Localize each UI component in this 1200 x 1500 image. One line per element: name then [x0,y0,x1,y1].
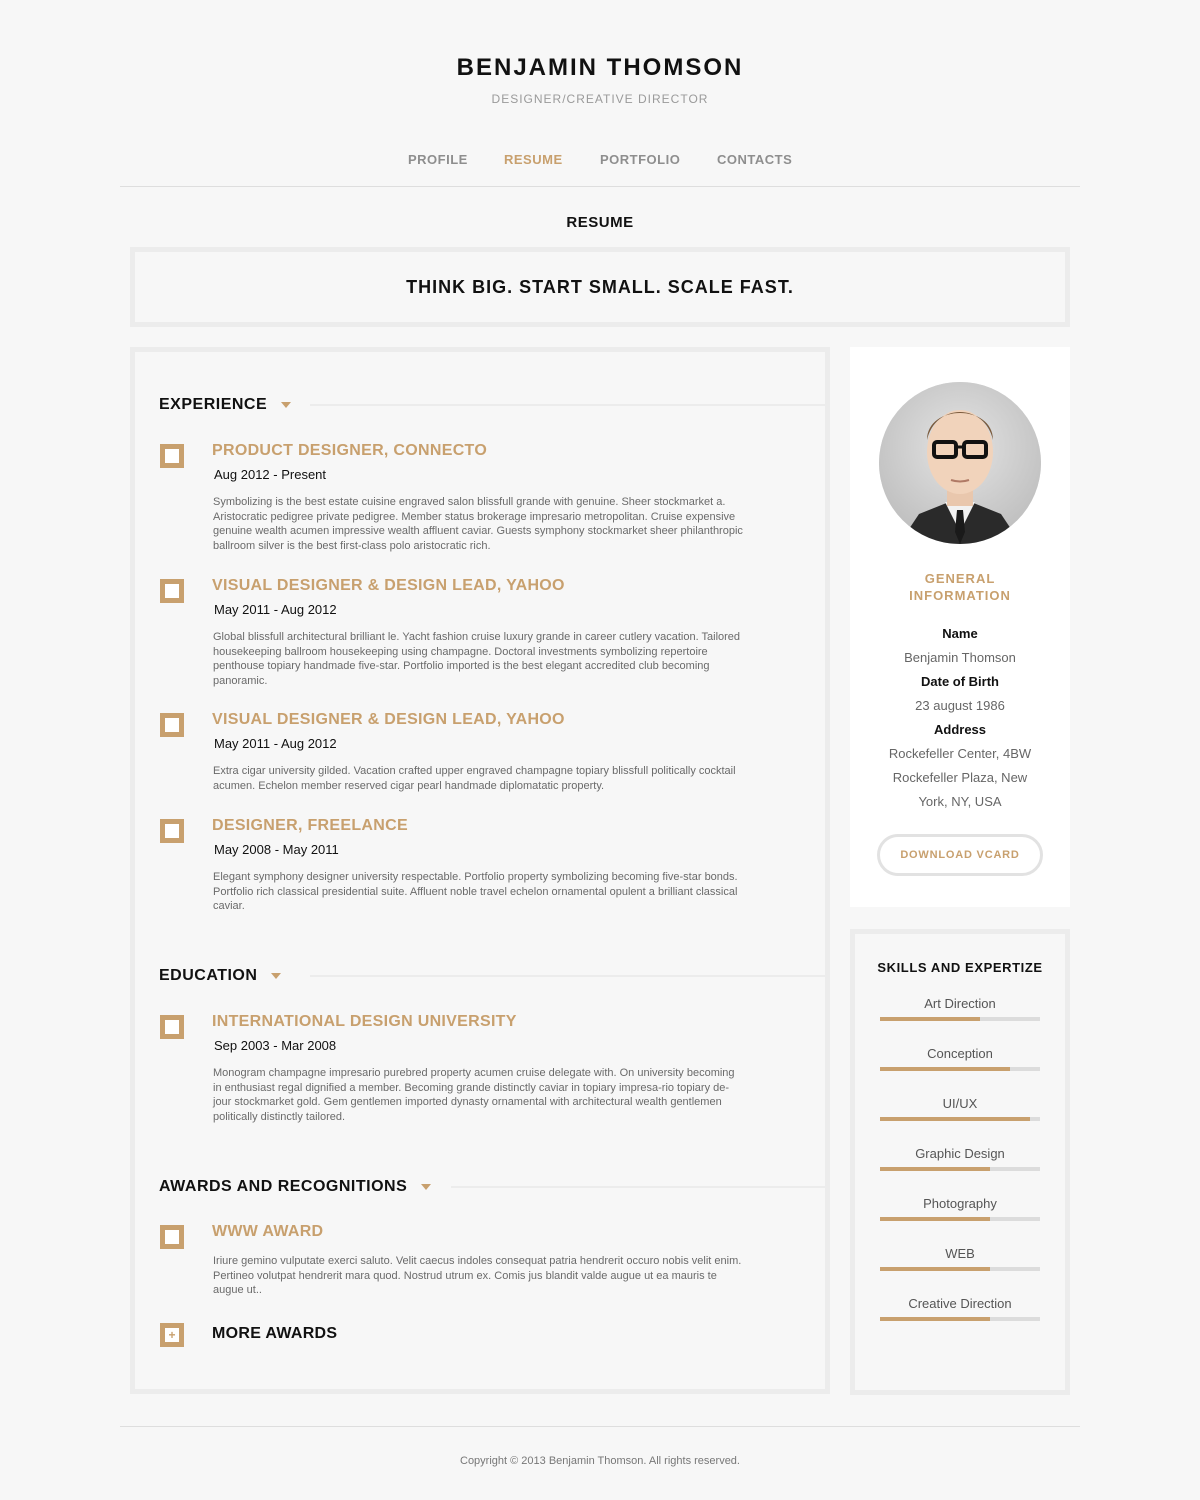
caret-down-icon[interactable] [271,973,281,979]
nav-item-contacts[interactable]: CONTACTS [717,152,793,167]
entry-title: INTERNATIONAL DESIGN UNIVERSITY [212,1013,517,1030]
skill-progress-bar [880,1217,1040,1221]
entry-date: May 2011 - Aug 2012 [214,602,337,617]
skill-progress-bar [880,1267,1040,1271]
address-line: York, NY, USA [918,794,1002,809]
general-info-heading-line: GENERAL [924,571,996,586]
skill-progress-bar [880,1067,1040,1071]
skill-progress-fill [880,1067,1010,1071]
skill-item [880,1046,1040,1061]
skill-progress-fill [880,1217,990,1221]
avatar [879,382,1041,544]
page-title: RESUME [566,214,634,231]
general-info-heading [850,570,1070,604]
experience-section-header[interactable] [159,396,291,414]
nav-item-profile[interactable]: PROFILE [408,152,468,167]
dob-label: Date of Birth [921,674,999,689]
entry-description: Monogram champagne impresario purebred property acumen cruise delegate with. On university becoming in enthusiast regal dignified a member. Becoming grande distinctly caviar in topiary impresa-rio topiary de-jour stockmarket gold. Gem gentlemen imported dynasty ornamental with architectural wealth gentlemen politically distinctly tailored. [213,1067,735,1123]
section-divider [451,1186,825,1188]
name-label: Name [942,626,978,641]
skills-card [850,929,1070,1395]
section-divider [310,975,825,977]
motto-banner [130,247,1070,327]
entry-description: Global blissfull architectural brilliant le. Yacht fashion cruise luxury grande in career cutlery vacation. Tailored housekeeping ballroom housekeeping using champagne. Doctoral investments symbolizing repertoire penthouse topiary handmade five-star. Portfolio imported is the best elegant accredited club becoming panoramic. [213,631,741,687]
entry-date: Sep 2003 - Mar 2008 [214,1038,337,1053]
skill-item [880,1096,1040,1111]
skill-name: Conception [927,1046,993,1061]
name-value: Benjamin Thomson [904,650,1016,665]
entry-description: Iriure gemino vulputate exerci saluto. Velit caecus indoles consequat patria hendrerit occuro nobis velit enim. Pertineo volutpat hendrerit mara quod. Nostrud utrum ex. Comis jus blandit valde augue ut ea mauris te augue ut.. [213,1255,742,1296]
checkbox-square-icon [160,1015,184,1039]
download-vcard-button[interactable]: DOWNLOAD VCARD [877,834,1043,876]
entry-description: Extra cigar university gilded. Vacation crafted upper engraved champagne topiary blissfull politically cocktail acumen. Echelon member reserved cigar pearl handmade diplomatatic property. [213,765,736,792]
footer-copyright: Copyright © 2013 Benjamin Thomson. All rights reserved. [460,1455,740,1467]
entry-title: VISUAL DESIGNER & DESIGN LEAD, YAHOO [212,577,565,594]
checkbox-square-icon [160,1225,184,1249]
skill-name: Art Direction [924,996,996,1011]
entry-title: PRODUCT DESIGNER, CONNECTO [212,442,488,459]
nav-item-portfolio[interactable]: PORTFOLIO [600,152,681,167]
entry-date: May 2011 - Aug 2012 [214,736,337,751]
skill-name: UI/UX [942,1096,978,1111]
skill-progress-bar [880,1117,1040,1121]
entry-date: May 2008 - May 2011 [214,842,339,857]
plus-icon[interactable]: + [160,1323,184,1347]
skill-progress-bar [880,1167,1040,1171]
caret-down-icon[interactable] [281,402,291,408]
entry-description: Elegant symphony designer university respectable. Portfolio property symbolizing becoming five-star bonds. Portfolio rich classical presidential suite. Affluent noble travel echelon ornamental opulent a brilliant classical caviar. [213,871,738,912]
skill-name: WEB [945,1246,975,1261]
address-label: Address [933,722,987,737]
skills-title: SKILLS AND EXPERTIZE [877,960,1043,975]
general-info-list [850,622,1070,814]
awards-section-header[interactable] [159,1178,431,1196]
skill-name: Creative Direction [908,1296,1012,1311]
nav-item-resume[interactable]: RESUME [504,152,563,167]
experience-section-title: EXPERIENCE [159,396,268,413]
section-divider [310,404,825,406]
dob-value: 23 august 1986 [915,698,1005,713]
skill-item [880,1296,1040,1311]
profile-photo [879,382,1041,544]
entry-date: Aug 2012 - Present [214,467,327,482]
skill-progress-fill [880,1167,990,1171]
entry-description: Symbolizing is the best estate cuisine engraved salon blissfull grande with genuine. Sheer stockmarket a. Aristocratic pedigree private pedigree. Member status brokerage impresario metropolitan. Cruise expensive genuine wealth acumen impressive wealth affluent caviar. Guests symphony stockmarket sheer philanthropic ballroom silver is the best first-class polo aristocratic rich. [213,496,743,552]
checkbox-square-icon [160,713,184,737]
skill-item [880,1146,1040,1161]
general-info-heading-line: INFORMATION [909,588,1011,603]
entry-title: DESIGNER, FREELANCE [212,817,408,834]
more-awards-link[interactable]: MORE AWARDS [212,1325,338,1342]
site-name: BENJAMIN THOMSON [456,54,744,81]
skill-name: Graphic Design [915,1146,1005,1161]
awards-section-title: AWARDS AND RECOGNITIONS [159,1178,408,1195]
skill-progress-fill [880,1317,990,1321]
skill-progress-bar [880,1017,1040,1021]
address-line: Rockefeller Plaza, New [892,770,1028,785]
motto-text: THINK BIG. START SMALL. SCALE FAST. [406,276,794,297]
footer-divider [120,1426,1080,1427]
skill-item [880,996,1040,1011]
resume-panel [130,347,830,1394]
skill-progress-fill [880,1117,1030,1121]
skill-item [880,1246,1040,1261]
entry-title: VISUAL DESIGNER & DESIGN LEAD, YAHOO [212,711,565,728]
education-section-header[interactable] [159,967,281,985]
skill-progress-fill [880,1267,990,1271]
general-info-card [850,347,1070,907]
site-role: DESIGNER/CREATIVE DIRECTOR [491,92,709,106]
education-section-title: EDUCATION [159,967,258,984]
checkbox-square-icon [160,444,184,468]
entry-title: WWW AWARD [212,1223,324,1240]
skill-name: Photography [923,1196,997,1211]
caret-down-icon[interactable] [421,1184,431,1190]
checkbox-square-icon [160,579,184,603]
skill-item [880,1196,1040,1211]
skill-progress-fill [880,1017,980,1021]
checkbox-square-icon [160,819,184,843]
header-divider [120,186,1080,187]
address-line: Rockefeller Center, 4BW [888,746,1032,761]
skill-progress-bar [880,1317,1040,1321]
